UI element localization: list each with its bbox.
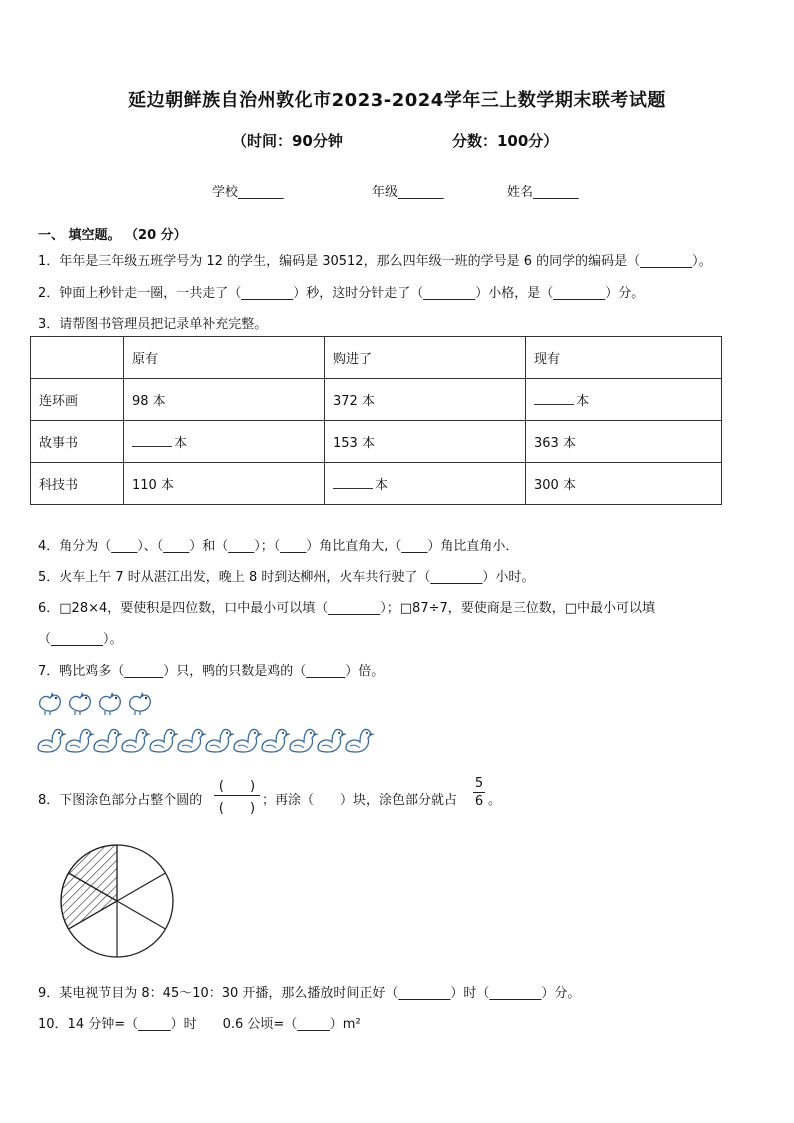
table-cell: 故事书: [31, 421, 124, 463]
fraction-denominator-blank[interactable]: ( ): [218, 801, 256, 816]
duck-row: [38, 730, 375, 753]
duck-icon: [318, 730, 347, 753]
table-row: [31, 421, 722, 463]
page-title: 延边朝鲜族自治州敦化市2023-2024学年三上数学期末联考试题: [128, 90, 666, 111]
table-header-cell: 购进了: [325, 337, 526, 379]
chicken-icon: [70, 692, 91, 715]
table-cell: 科技书: [31, 463, 124, 505]
chicken-icon: [40, 692, 61, 715]
table-cell: 153 本: [325, 421, 526, 463]
divider-line: [117, 901, 166, 929]
duck-icon: [150, 730, 179, 753]
record-table: [30, 336, 722, 505]
question-1: 1．年年是三年级五班学号为 12 的学生，编码是 30512，那么四年级一班的学号是 6 的同学的编码是（________）。: [38, 254, 712, 269]
exam-time: （时间：90分钟: [232, 132, 343, 150]
table-cell: 363 本: [526, 421, 722, 463]
table-row: [31, 379, 722, 421]
name-field: 姓名_______: [507, 185, 579, 200]
table-cell: 连环画: [31, 379, 124, 421]
duck-icon: [234, 730, 263, 753]
grade-field: 年级_______: [372, 185, 444, 200]
question-5: 5．火车上午 7 时从湛江出发，晚上 8 时到达柳州，火车共行驶了（________）小时。: [38, 570, 535, 585]
table-cell: 110 本: [124, 463, 325, 505]
question-3: 3．请帮图书管理员把记录单补充完整。: [38, 317, 268, 332]
duck-icon: [346, 730, 375, 753]
question-10: 10．14 分钟=（_____）时 0.6 公顷=（_____）m²: [38, 1017, 361, 1032]
question-8-continued: ；再涂（ ）块，涂色部分就占: [262, 793, 458, 808]
question-4: 4．角分为（____）、（____）和（____）；（____）角比直角大,（____）角比直角小．: [38, 539, 519, 554]
unit: 本: [576, 394, 590, 409]
duck-icon: [66, 730, 95, 753]
table-cell-blank[interactable]: [325, 463, 526, 505]
duck-icon: [94, 730, 123, 753]
period: 。: [488, 793, 502, 808]
divider-line: [117, 873, 166, 901]
school-field: 学校_______: [212, 185, 284, 200]
target-fraction: [473, 776, 485, 809]
fraction-numerator-blank[interactable]: ( ): [218, 779, 256, 794]
section-heading: 一、 填空题。 （20 分）: [38, 228, 187, 243]
exam-score: 分数：100分）: [452, 132, 559, 150]
table-header-cell: 原有: [124, 337, 325, 379]
table-cell-blank[interactable]: [124, 421, 325, 463]
question-7: 7．鸭比鸡多（______）只，鸭的只数是鸡的（______）倍。: [38, 664, 385, 679]
question-2: 2．钟面上秒针走一圈，一共走了（________）秒，这时分针走了（________）小格，是（________）分。: [38, 286, 645, 301]
unit: 本: [375, 478, 389, 493]
question-9: 9．某电视节目为 8：45～10：30 开播，那么播放时间正好（________）时（________）分。: [38, 986, 581, 1001]
duck-icon: [122, 730, 151, 753]
table-cell: 372 本: [325, 379, 526, 421]
table-header-cell: 现有: [526, 337, 722, 379]
table-cell: 98 本: [124, 379, 325, 421]
duck-icon: [290, 730, 319, 753]
chicken-row: [40, 692, 151, 715]
table-cell: 300 本: [526, 463, 722, 505]
fraction-numerator: 5: [474, 776, 484, 791]
animals-picture: [36, 688, 376, 756]
circle-diagram: [58, 842, 176, 960]
duck-icon: [262, 730, 291, 753]
duck-icon: [206, 730, 235, 753]
table-row: [31, 463, 722, 505]
question-6-continued: （________）。: [38, 632, 123, 647]
table-header-cell: [31, 337, 124, 379]
fraction-denominator: 6: [474, 794, 484, 809]
duck-icon: [178, 730, 207, 753]
answer-fraction[interactable]: [214, 775, 260, 816]
chicken-icon: [130, 692, 151, 715]
question-6: 6．□28×4，要使积是四位数，口中最小可以填（________）；□87÷7，要使商是三位数，□中最小可以填: [38, 601, 656, 616]
chicken-icon: [100, 692, 121, 715]
duck-icon: [38, 730, 67, 753]
table-header-row: [31, 337, 722, 379]
table-cell-blank[interactable]: [526, 379, 722, 421]
unit: 本: [174, 436, 188, 451]
question-8: 8．下图涂色部分占整个圆的: [38, 793, 203, 808]
